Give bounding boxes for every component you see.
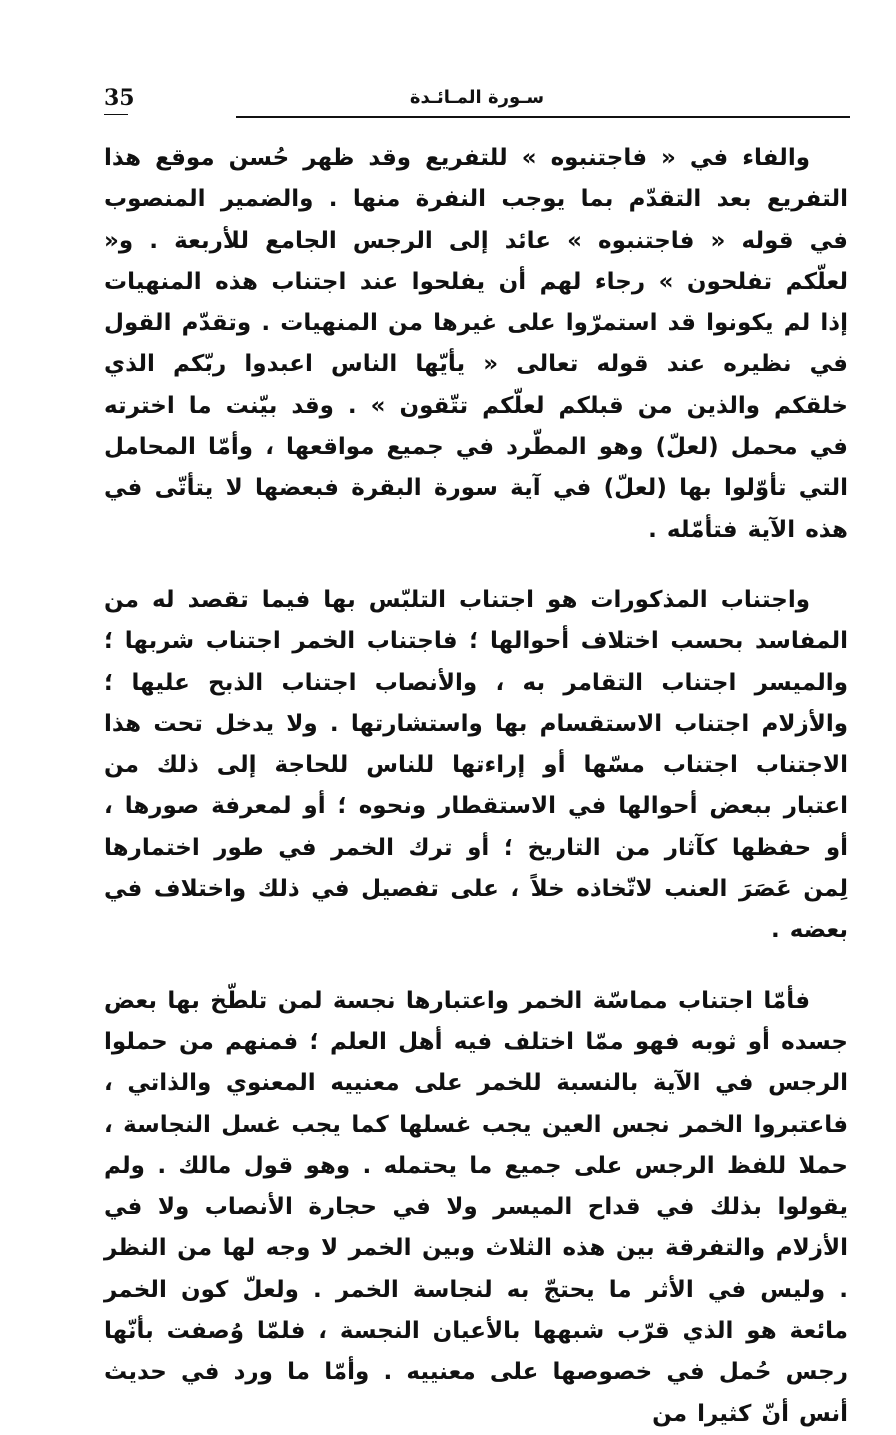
paragraph-1: والفاء في « فاجتنبوه » للتفريع وقد ظهر حُسن موقع هذا التفريع بعد التقدّم بما يوجب النفرة منها . والضمير المنصوب في قوله « فاجتنبوه » عائد إلى الرجس الجامع للأربعة . و« لعلّكم تفلحون » رجاء لهم أن يفلحوا عند اجتناب هذه المنهيات إذا لم يكونوا قد استمرّوا على غيرها من المنهيات . وتقدّم القول في نظيره عند قوله تعالى « يأيّها الناس اعبدوا ربّكم الذي خلقكم والذين من قبلكم لعلّكم تتّقون » . وقد بيّنت ما اخترته في محمل (لعلّ) وهو المطّرد في جميع مواقعها ، وأمّا المحامل التي تأوّلوا بها (لعلّ) في آية سورة البقرة فبعضها لا يتأتّى في هذه الآية فتأمّله . xyxy=(104,145,848,543)
running-title: سـورة المـائـدة xyxy=(409,87,545,108)
page-number: 35 xyxy=(104,85,135,111)
page-header xyxy=(104,80,850,120)
header-rule xyxy=(236,116,850,118)
paragraph-2: واجتناب المذكورات هو اجتناب التلبّس بها فيما تقصد له من المفاسد بحسب اختلاف أحوالها ؛ فاجتناب الخمر اجتناب شربها ؛ والميسر اجتناب التقامر به ، والأنصاب اجتناب الذبح عليها ؛ والأزلام اجتناب الاستقسام بها واستشارتها . ولا يدخل تحت هذا الاجتناب اجتناب مسّها أو إراءتها للناس للحاجة إلى ذلك من اعتبار ببعض أحوالها في الاستقطار ونحوه ؛ أو لمعرفة صورها ، أو حفظها كآثار من التاريخ ؛ أو ترك الخمر في طور اختمارها لِمن عَصَرَ العنب لاتّخاذه خلاً ، على تفصيل في ذلك واختلاف في بعضه . xyxy=(104,586,848,944)
header-rule-tail xyxy=(104,114,128,115)
paragraph-3: فأمّا اجتناب مماسّة الخمر واعتبارها نجسة لمن تلطّخ بها بعض جسده أو ثوبه فهو ممّا اختلف فيه أهل العلم ؛ فمنهم من حملوا الرجس في الآية بالنسبة للخمر على معنييه المعنوي والذاتي ، فاعتبروا الخمر نجس العين يجب غسلها كما يجب غسل النجاسة ، حملا للفظ الرجس على جميع ما يحتمله . وهو قول مالك . ولم يقولوا بذلك في قداح الميسر ولا في حجارة الأنصاب ولا في الأزلام والتفرقة بين هذه الثلاث وبين الخمر لا وجه لها من النظر . وليس في الأثر ما يحتجّ به لنجاسة الخمر . ولعلّ كون الخمر مائعة هو الذي قرّب شبهها بالأعيان النجسة ، فلمّا وُصفت بأنّها رجس حُمل في خصوصها على معنييه . وأمّا ما ورد في حديث أنس أنّ كثيرا من xyxy=(104,987,848,1427)
body-text xyxy=(104,138,848,1435)
